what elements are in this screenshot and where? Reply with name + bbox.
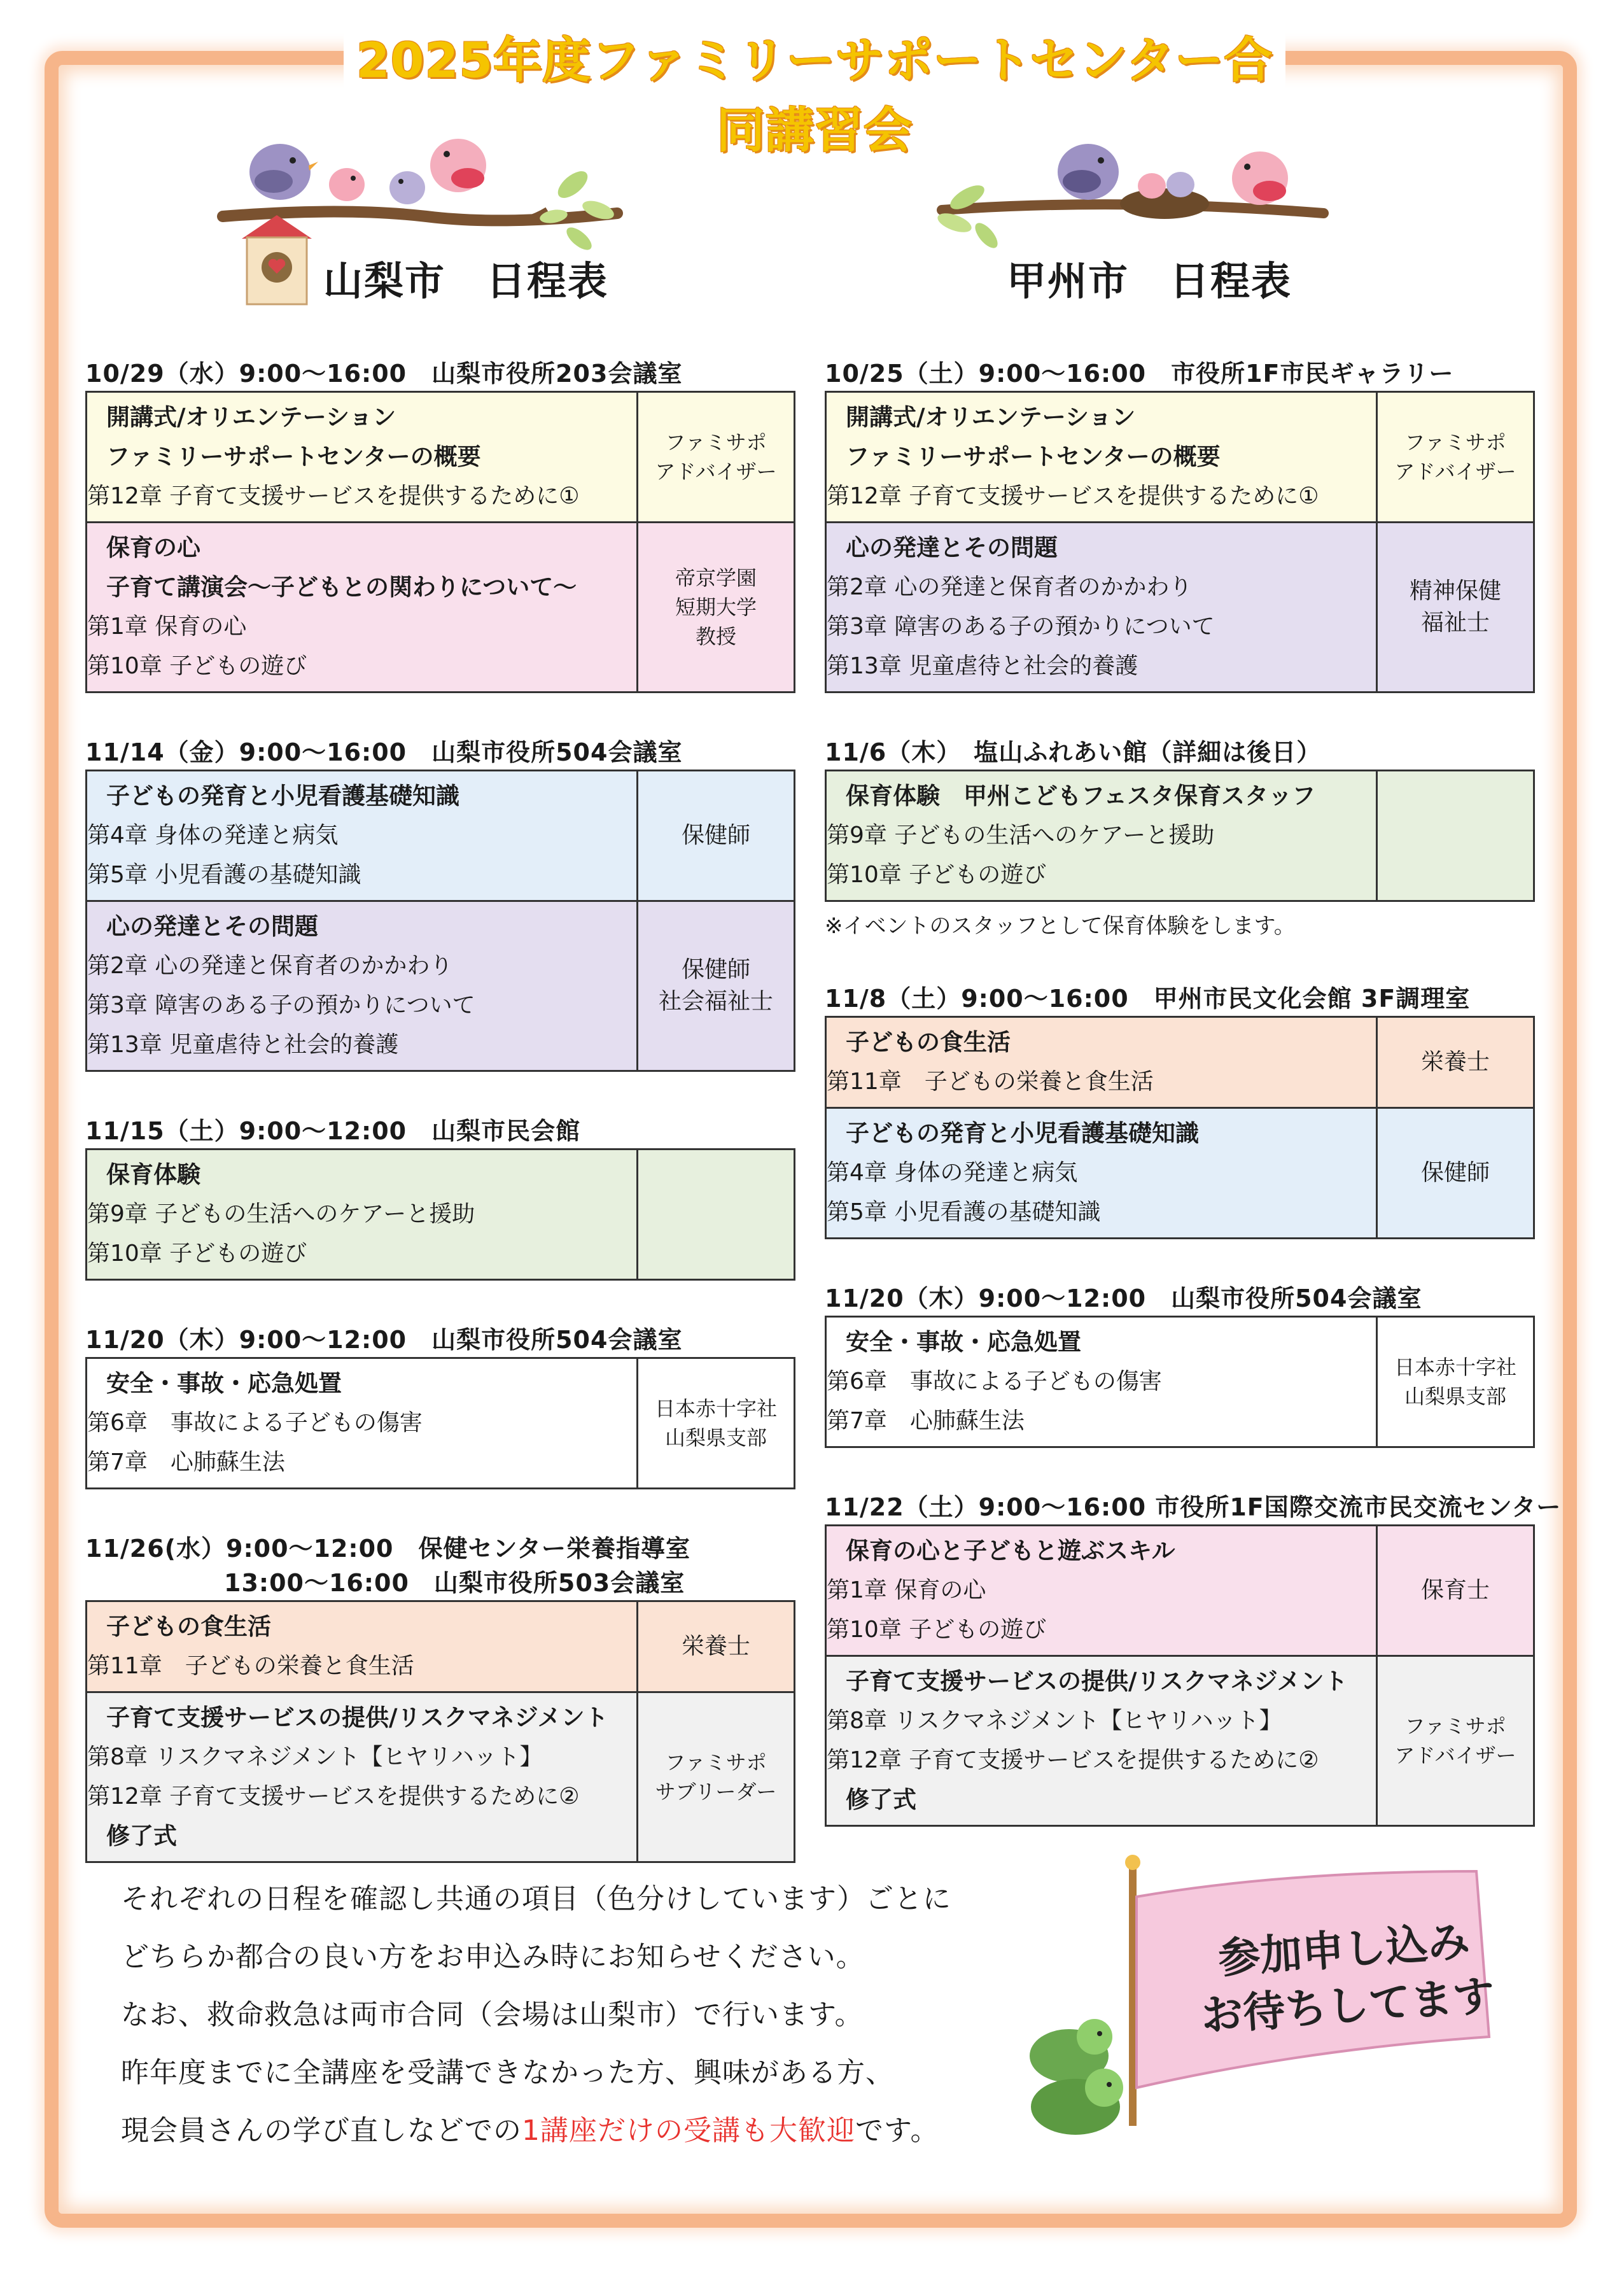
topic-title: 保育の心 — [106, 534, 200, 561]
chapter-line: 第10章 子どもの遊び — [87, 1241, 307, 1267]
session-row — [87, 771, 794, 902]
chapter-line: 第6章 事故による子どもの傷害 — [827, 1368, 1162, 1395]
topic-title: 心の発達とその問題 — [846, 534, 1058, 561]
session-row — [827, 1018, 1533, 1109]
session-row — [87, 1693, 794, 1861]
chapter-line: 第7章 心肺蘇生法 — [87, 1449, 285, 1475]
chapter-line: 第10章 子どもの遊び — [827, 862, 1047, 888]
session-content — [87, 1693, 638, 1861]
message-line: なお、救命救急は両市合同（会場は山梨市）で行います。 — [121, 1999, 864, 2031]
chapter-line: 第1章 保育の心 — [87, 614, 247, 640]
instructor-cell: ファミサポ アドバイザー — [1378, 393, 1533, 521]
session-date-venue: 11/15（土）9:00〜12:00 山梨市民会館 — [85, 1117, 581, 1145]
session-table — [825, 391, 1535, 693]
chapter-line: 第9章 子どもの生活へのケアーと援助 — [827, 822, 1215, 848]
chapter-line: 第6章 事故による子どもの傷害 — [87, 1410, 423, 1436]
birds-branch-right-illustration — [929, 134, 1336, 261]
session-note: ※イベントのスタッフとして保育体験をします。 — [825, 913, 1296, 939]
session-row — [87, 523, 794, 691]
session-table — [825, 1524, 1535, 1827]
topic-title: 子育て支援サービスの提供/リスクマネジメント — [846, 1668, 1348, 1695]
pink-bird-icon — [430, 139, 486, 192]
session-date-venue: 10/29（水）9:00〜16:00 山梨市役所203会議室 — [85, 360, 683, 388]
session-content — [827, 1318, 1378, 1446]
instructor-cell: 保育士 — [1378, 1526, 1533, 1655]
session-content — [827, 1018, 1378, 1107]
instructor-cell: 栄養士 — [638, 1602, 794, 1691]
instructor-cell: 栄養士 — [1378, 1018, 1533, 1107]
instructor-cell: 保健師 — [1378, 1109, 1533, 1237]
session-content — [87, 771, 638, 900]
topic-title: 子どもの食生活 — [846, 1029, 1011, 1056]
chapter-line: 第8章 リスクマネジメント【ヒヤリハット】 — [827, 1708, 1282, 1734]
session-content — [827, 771, 1378, 900]
chapter-line: 第12章 子育て支援サービスを提供するために① — [827, 483, 1319, 509]
closing-ceremony: 修了式 — [846, 1786, 916, 1813]
chapter-line: 第10章 子どもの遊び — [827, 1617, 1047, 1643]
chapter-line: 第4章 身体の発達と病気 — [87, 822, 339, 848]
session-date-venue: 11/14（金）9:00〜16:00 山梨市役所504会議室 — [85, 738, 683, 766]
message-line: それぞれの日程を確認し共通の項目（色分けしています）ごとに — [121, 1883, 951, 1915]
topic-title: ファミリーサポートセンターの概要 — [106, 443, 481, 470]
pink-bird-icon — [1232, 151, 1288, 205]
topic-title: 心の発達とその問題 — [106, 913, 318, 940]
session-block — [85, 735, 792, 1072]
session-table — [85, 1148, 795, 1281]
chapter-line: 第5章 小児看護の基礎知識 — [87, 862, 361, 888]
chapter-line: 第13章 児童虐待と社会的養護 — [87, 1032, 399, 1058]
koshu-schedule — [825, 356, 1562, 1869]
chapter-line: 第1章 保育の心 — [827, 1577, 986, 1603]
instructor-cell — [1378, 771, 1533, 900]
topic-title: 子どもの発育と小児看護基礎知識 — [106, 782, 459, 810]
session-row — [87, 393, 794, 523]
session-date-venue: 11/26(水）9:00〜12:00 保健センター栄養指導室 — [85, 1535, 690, 1563]
topic-title: 子育て支援サービスの提供/リスクマネジメント — [106, 1704, 608, 1731]
session-content — [87, 1602, 638, 1691]
session-block — [825, 1281, 1531, 1448]
chapter-line: 第2章 心の発達と保育者のかかわり — [87, 953, 453, 979]
topic-title: 子どもの食生活 — [106, 1613, 271, 1640]
session-table — [825, 1316, 1535, 1448]
heading-koshu: 甲州市 日程表 — [1007, 258, 1292, 304]
session-block — [825, 1490, 1562, 1827]
instructor-cell: 日本赤十字社 山梨県支部 — [654, 1396, 777, 1450]
session-row — [827, 1109, 1533, 1237]
session-content — [827, 1526, 1378, 1655]
session-date-venue: 11/6（木） 塩山ふれあい館（詳細は後日） — [825, 738, 1322, 766]
session-block — [85, 1114, 792, 1281]
session-row — [827, 771, 1533, 900]
topic-title: 安全・事故・応急処置 — [106, 1370, 342, 1397]
chapter-line: 第3章 障害のある子の預かりについて — [87, 992, 475, 1018]
topic-title: 安全・事故・応急処置 — [846, 1328, 1081, 1356]
message-line-emphasis — [121, 2102, 1114, 2160]
flag-line: 参加申し込み — [1216, 1916, 1472, 1983]
heading-yamanashi: 山梨市 日程表 — [323, 258, 609, 304]
session-content — [827, 1109, 1378, 1237]
session-content — [87, 523, 638, 691]
flag-message — [1177, 1911, 1515, 2046]
session-date-venue-afternoon: 13:00〜16:00 山梨市役所503会議室 — [224, 1569, 685, 1597]
chapter-line: 第13章 児童虐待と社会的養護 — [827, 653, 1138, 679]
chapter-line: 第8章 リスクマネジメント【ヒヤリハット】 — [87, 1744, 543, 1770]
flag-line: お待ちしてます — [1199, 1971, 1497, 2041]
lilac-small-bird-icon — [389, 171, 425, 204]
closing-ceremony: 修了式 — [106, 1822, 177, 1850]
topic-title: 開講式/オリエンテーション — [106, 404, 396, 431]
topic-title: 子どもの発育と小児看護基礎知識 — [846, 1120, 1199, 1147]
instructor-cell: ファミサポ サブリーダー — [638, 1693, 794, 1861]
closing-message — [121, 1870, 1114, 2160]
topic-title: ファミリーサポートセンターの概要 — [846, 443, 1221, 470]
topic-title: 子育て講演会〜子どもとの関わりについて〜 — [106, 573, 577, 601]
instructor-cell: 帝京学園 短期大学 教授 — [638, 523, 794, 691]
instructor-cell: 精神保健 福祉士 — [1378, 523, 1533, 691]
session-block — [825, 981, 1531, 1239]
session-table — [85, 1600, 795, 1863]
topic-title: 保育体験 — [106, 1161, 200, 1188]
nest-icon — [1120, 172, 1209, 219]
message-text: 現会員さんの学び直しなどでの — [121, 2114, 522, 2147]
purple-bird-icon — [249, 144, 318, 200]
session-block — [85, 356, 792, 693]
chapter-line: 第4章 身体の発達と病気 — [827, 1160, 1078, 1186]
session-content — [827, 393, 1378, 521]
chapter-line: 第12章 子育て支援サービスを提供するために② — [827, 1747, 1319, 1773]
purple-bird-icon — [1058, 144, 1119, 200]
session-content — [87, 393, 638, 521]
instructor-cell: ファミサポ アドバイザー — [1378, 1657, 1533, 1825]
session-block — [825, 356, 1531, 693]
instructor-cell: 保健師 — [638, 771, 794, 900]
session-row — [87, 1602, 794, 1693]
session-block — [85, 1531, 792, 1863]
session-block — [825, 735, 1531, 939]
page-title: 2025年度ファミリーサポートセンター合同講習会 — [344, 25, 1285, 95]
yamanashi-schedule — [85, 356, 792, 1905]
session-content — [87, 1150, 638, 1279]
session-date-venue: 10/25（土）9:00〜16:00 市役所1F市民ギャラリー — [825, 360, 1454, 388]
house-icon — [242, 215, 312, 304]
session-row — [827, 1657, 1533, 1825]
session-date-venue: 11/20（木）9:00〜12:00 山梨市役所504会議室 — [85, 1326, 683, 1354]
chapter-line: 第11章 子どもの栄養と食生活 — [87, 1653, 414, 1679]
session-table — [825, 770, 1535, 902]
instructor-cell: 日本赤十字社 山梨県支部 — [1394, 1355, 1516, 1409]
session-row — [827, 393, 1533, 523]
instructor-cell — [638, 1150, 794, 1279]
session-row — [87, 902, 794, 1070]
session-row — [827, 1318, 1533, 1446]
pink-small-bird-icon — [329, 168, 365, 201]
chapter-line: 第12章 子育て支援サービスを提供するために② — [87, 1783, 580, 1810]
session-date-venue: 11/22（土）9:00〜16:00 市役所1F国際交流市民交流センター — [825, 1493, 1562, 1521]
instructor-cell: 保健師 社会福祉士 — [638, 902, 794, 1070]
session-date-venue: 11/20（木）9:00〜12:00 山梨市役所504会議室 — [825, 1284, 1422, 1312]
session-table — [85, 391, 795, 693]
message-highlight: 1講座だけの受講も大歓迎 — [522, 2114, 855, 2147]
session-content — [827, 523, 1378, 691]
session-row — [87, 1359, 794, 1487]
session-table — [825, 1016, 1535, 1239]
message-line: どちらか都合の良い方をお申込み時にお知らせください。 — [121, 1941, 865, 1973]
session-row — [827, 1526, 1533, 1657]
message-text: です。 — [855, 2114, 939, 2147]
topic-title: 開講式/オリエンテーション — [846, 404, 1136, 431]
session-table — [85, 770, 795, 1072]
message-line: 昨年度までに全講座を受講できなかった方、興味がある方、 — [121, 2057, 894, 2089]
chapter-line: 第2章 心の発達と保育者のかかわり — [827, 574, 1193, 600]
chapter-line: 第9章 子どもの生活へのケアーと援助 — [87, 1201, 475, 1227]
session-block — [85, 1323, 792, 1489]
chapter-line: 第3章 障害のある子の預かりについて — [827, 614, 1215, 640]
topic-title: 保育体験 甲州こどもフェスタ保育スタッフ — [846, 782, 1316, 810]
session-content — [827, 1657, 1378, 1825]
instructor-cell: ファミサポ アドバイザー — [638, 393, 794, 521]
chapter-line: 第11章 子どもの栄養と食生活 — [827, 1069, 1154, 1095]
session-table — [85, 1357, 795, 1489]
session-row — [87, 1150, 794, 1279]
topic-title: 保育の心と子どもと遊ぶスキル — [846, 1537, 1175, 1564]
chapter-line: 第7章 心肺蘇生法 — [827, 1408, 1025, 1434]
chapter-line: 第10章 子どもの遊び — [87, 653, 307, 679]
chapter-line: 第5章 小児看護の基礎知識 — [827, 1199, 1101, 1225]
chapter-line: 第12章 子育て支援サービスを提供するために① — [87, 483, 580, 509]
session-row — [827, 523, 1533, 691]
session-date-venue: 11/8（土）9:00〜16:00 甲州市民文化会館 3F調理室 — [825, 985, 1471, 1013]
session-content — [87, 902, 638, 1070]
session-content — [87, 1359, 638, 1487]
